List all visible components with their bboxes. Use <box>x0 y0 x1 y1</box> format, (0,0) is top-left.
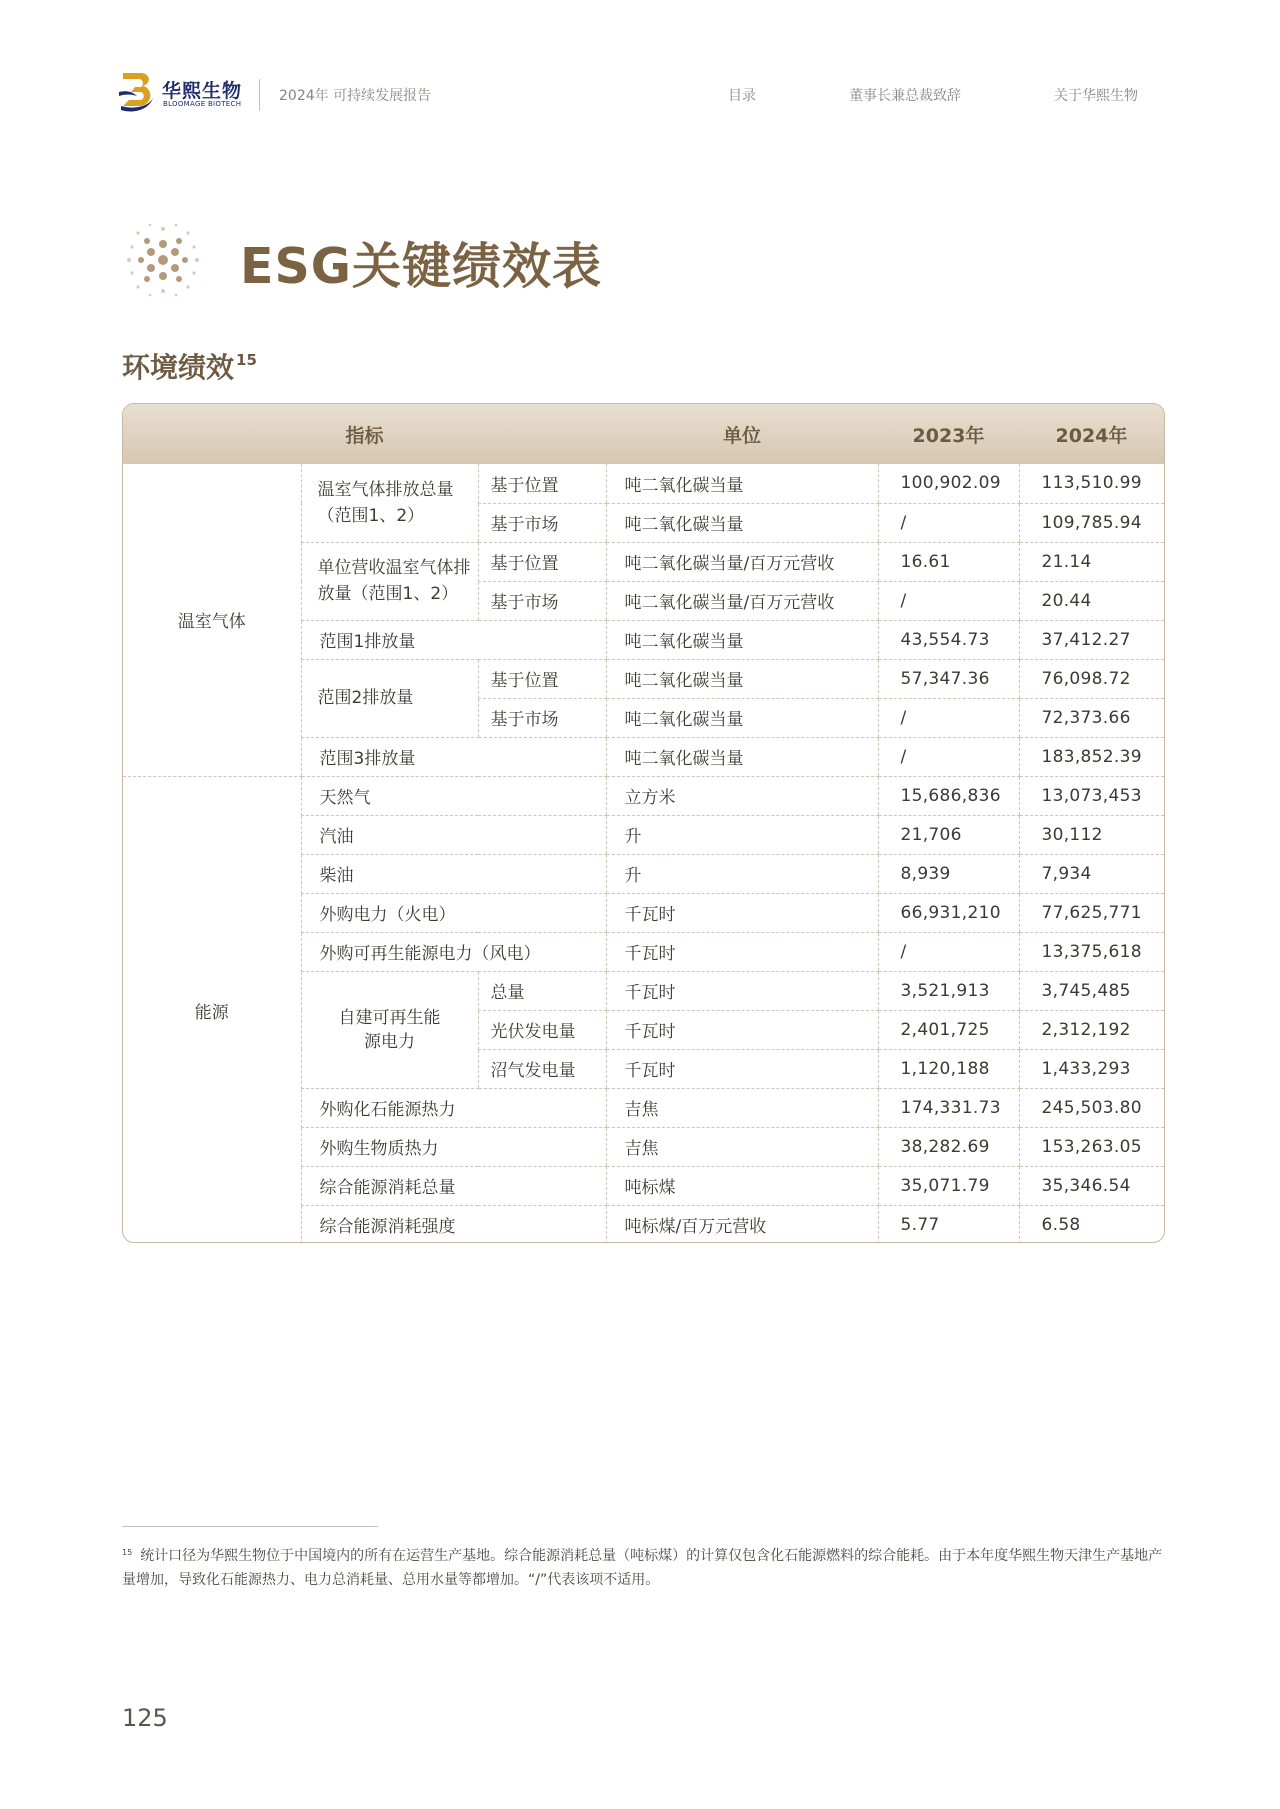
sub-indicator: 光伏发电量 <box>478 1010 606 1049</box>
indicator-label: 柴油 <box>301 854 606 893</box>
unit-cell: 千瓦时 <box>606 932 878 971</box>
logo-wordmark-en: BLOOMAGE BIOTECH <box>163 100 242 108</box>
header-divider <box>259 79 260 111</box>
value-2024: 13,375,618 <box>1019 932 1164 971</box>
indicator-ghg-intensity: 单位营收温室气体排放量（范围1、2） <box>301 542 478 620</box>
value-2024: 35,346.54 <box>1019 1166 1164 1205</box>
value-2024: 6.58 <box>1019 1205 1164 1243</box>
section-title <box>122 346 257 386</box>
unit-cell: 升 <box>606 815 878 854</box>
value-2024: 113,510.99 <box>1019 464 1164 503</box>
indicator-scope2: 范围2排放量 <box>301 659 478 737</box>
value-2024: 153,263.05 <box>1019 1127 1164 1166</box>
sub-indicator: 基于位置 <box>478 464 606 503</box>
unit-cell: 吨二氧化碳当量 <box>606 503 878 542</box>
unit-cell: 千瓦时 <box>606 1049 878 1088</box>
table-row <box>123 776 1164 815</box>
unit-cell: 吨标煤/百万元营收 <box>606 1205 878 1243</box>
unit-cell: 吨二氧化碳当量 <box>606 659 878 698</box>
value-2023: / <box>878 503 1019 542</box>
value-2023: 15,686,836 <box>878 776 1019 815</box>
unit-cell: 吨二氧化碳当量/百万元营收 <box>606 581 878 620</box>
footnote <box>122 1541 1167 1592</box>
table-row <box>123 464 1164 503</box>
indicator-scope1: 范围1排放量 <box>301 620 606 659</box>
unit-cell: 千瓦时 <box>606 971 878 1010</box>
value-2023: / <box>878 581 1019 620</box>
value-2023: 38,282.69 <box>878 1127 1019 1166</box>
indicator-label: 外购化石能源热力 <box>301 1088 606 1127</box>
value-2024: 37,412.27 <box>1019 620 1164 659</box>
value-2023: 21,706 <box>878 815 1019 854</box>
value-2023: 100,902.09 <box>878 464 1019 503</box>
header-unit: 单位 <box>606 404 878 464</box>
header-2024: 2024年 <box>1019 404 1164 464</box>
esg-kpi-table <box>122 403 1165 1243</box>
value-2024: 20.44 <box>1019 581 1164 620</box>
unit-cell: 吉焦 <box>606 1127 878 1166</box>
value-2023: 5.77 <box>878 1205 1019 1243</box>
value-2023: / <box>878 932 1019 971</box>
indicator-label: 外购电力（火电） <box>301 893 606 932</box>
report-title: 2024年 可持续发展报告 <box>279 88 432 104</box>
sub-indicator: 基于市场 <box>478 698 606 737</box>
value-2023: / <box>878 737 1019 776</box>
value-2023: / <box>878 698 1019 737</box>
value-2023: 43,554.73 <box>878 620 1019 659</box>
nav-contents[interactable]: 目录 <box>728 88 756 104</box>
value-2024: 1,433,293 <box>1019 1049 1164 1088</box>
value-2023: 16.61 <box>878 542 1019 581</box>
value-2024: 109,785.94 <box>1019 503 1164 542</box>
value-2024: 245,503.80 <box>1019 1088 1164 1127</box>
unit-cell: 千瓦时 <box>606 893 878 932</box>
value-2023: 8,939 <box>878 854 1019 893</box>
header-indicator: 指标 <box>123 404 606 464</box>
indicator-label: 外购可再生能源电力（风电） <box>301 932 606 971</box>
indicator-self-built-renewable: 自建可再生能源电力 <box>301 971 478 1088</box>
unit-cell: 吨二氧化碳当量 <box>606 464 878 503</box>
unit-cell: 立方米 <box>606 776 878 815</box>
nav-chairman-letter[interactable]: 董事长兼总裁致辞 <box>849 88 961 104</box>
indicator-label: 汽油 <box>301 815 606 854</box>
sub-indicator: 基于市场 <box>478 581 606 620</box>
unit-cell: 千瓦时 <box>606 1010 878 1049</box>
indicator-scope3: 范围3排放量 <box>301 737 606 776</box>
table-header-row <box>123 404 1164 464</box>
logo-wordmark-cn: 华熙生物 <box>162 80 243 102</box>
indicator-ghg-total: 温室气体排放总量（范围1、2） <box>301 464 478 542</box>
unit-cell: 吉焦 <box>606 1088 878 1127</box>
footnote-ref[interactable]: 15 <box>236 351 257 369</box>
footnote-rule <box>122 1526 378 1527</box>
nav-about-bloomage[interactable]: 关于华熙生物 <box>1054 88 1138 104</box>
value-2024: 21.14 <box>1019 542 1164 581</box>
value-2023: 35,071.79 <box>878 1166 1019 1205</box>
unit-cell: 吨二氧化碳当量/百万元营收 <box>606 542 878 581</box>
bloomage-logo-icon <box>119 70 155 116</box>
indicator-label: 综合能源消耗总量 <box>301 1166 606 1205</box>
unit-cell: 升 <box>606 854 878 893</box>
sub-indicator: 总量 <box>478 971 606 1010</box>
category-energy: 能源 <box>194 1002 229 1023</box>
sub-indicator: 基于市场 <box>478 503 606 542</box>
value-2023: 66,931,210 <box>878 893 1019 932</box>
page-header <box>0 0 1280 130</box>
footnote-number: 15 <box>122 1548 133 1557</box>
sub-indicator: 沼气发电量 <box>478 1049 606 1088</box>
value-2023: 174,331.73 <box>878 1088 1019 1127</box>
sub-indicator: 基于位置 <box>478 542 606 581</box>
indicator-label: 综合能源消耗强度 <box>301 1205 606 1243</box>
value-2023: 3,521,913 <box>878 971 1019 1010</box>
unit-cell: 吨标煤 <box>606 1166 878 1205</box>
value-2024: 183,852.39 <box>1019 737 1164 776</box>
footnote-text: 统计口径为华熙生物位于中国境内的所有在运营生产基地。综合能源消耗总量（吨标煤）的计算仅包含化石能源燃料的综合能耗。由于本年度华熙生物天津生产基地产量增加，导致化石能源热力、电力总消耗量、总用水量等都增加。“/”代表该项不适用。 <box>122 1548 1163 1588</box>
category-ghg: 温室气体 <box>123 464 301 776</box>
value-2024: 3,745,485 <box>1019 971 1164 1010</box>
indicator-label: 天然气 <box>301 776 606 815</box>
unit-cell: 吨二氧化碳当量 <box>606 620 878 659</box>
value-2024: 7,934 <box>1019 854 1164 893</box>
value-2024: 2,312,192 <box>1019 1010 1164 1049</box>
value-2024: 76,098.72 <box>1019 659 1164 698</box>
section-title-text: 环境绩效 <box>122 351 235 384</box>
indicator-label: 外购生物质热力 <box>301 1127 606 1166</box>
sub-indicator: 基于位置 <box>478 659 606 698</box>
value-2023: 2,401,725 <box>878 1010 1019 1049</box>
value-2024: 77,625,771 <box>1019 893 1164 932</box>
value-2023: 1,120,188 <box>878 1049 1019 1088</box>
page-number: 125 <box>122 1704 168 1732</box>
value-2024: 72,373.66 <box>1019 698 1164 737</box>
page-title: ESG关键绩效表 <box>240 238 602 295</box>
value-2023: 57,347.36 <box>878 659 1019 698</box>
value-2024: 30,112 <box>1019 815 1164 854</box>
unit-cell: 吨二氧化碳当量 <box>606 698 878 737</box>
header-2023: 2023年 <box>878 404 1019 464</box>
value-2024: 13,073,453 <box>1019 776 1164 815</box>
decorative-dots-icon <box>120 217 206 303</box>
unit-cell: 吨二氧化碳当量 <box>606 737 878 776</box>
